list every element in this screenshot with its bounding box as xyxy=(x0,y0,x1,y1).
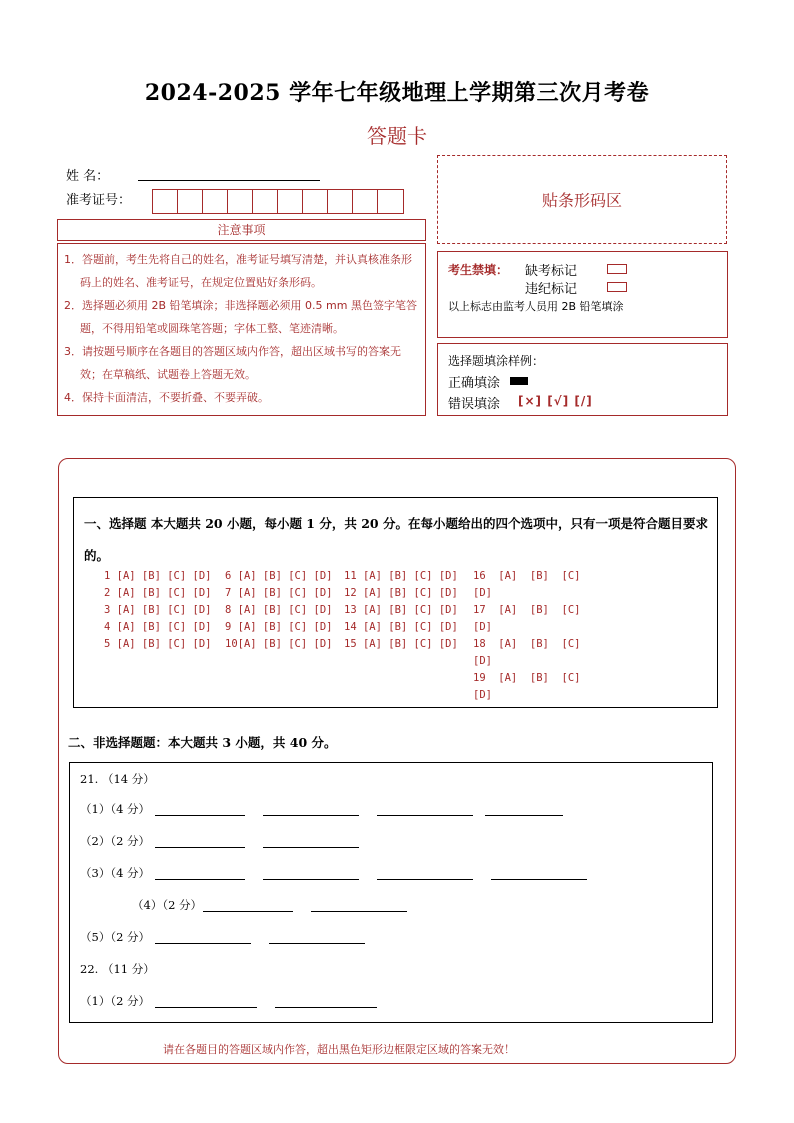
id-digit-box[interactable] xyxy=(228,190,253,213)
correct-fill-label: 正确填涂 xyxy=(448,376,501,391)
q21-4-label: （4）（2 分） xyxy=(132,898,203,912)
mc-question-row[interactable]: 16 [A] [B] [C] xyxy=(473,570,581,582)
answer-line[interactable] xyxy=(311,911,407,912)
mc-question-row[interactable]: [D] xyxy=(473,655,492,667)
mc-question-row[interactable]: 11 [A] [B] [C] [D] xyxy=(344,570,458,582)
mc-question-row[interactable]: 13 [A] [B] [C] [D] xyxy=(344,604,458,616)
examiner-only-title: 考生禁填： xyxy=(448,263,509,277)
id-digit-box[interactable] xyxy=(253,190,278,213)
id-digit-box[interactable] xyxy=(303,190,328,213)
answer-line[interactable] xyxy=(155,943,251,944)
correct-fill-mark xyxy=(510,377,528,385)
notice-item: 1．答题前，考生先将自己的姓名，准考证号填写清楚，并认真核准条形码上的姓名、准考证号，在规定位置贴好条形码。 xyxy=(64,253,412,289)
answer-line[interactable] xyxy=(275,1007,377,1008)
notice-item: 2．选择题必须用 2B 铅笔填涂；非选择题必须用 0.5 mm 黑色签字笔答题，不得用铅笔或圆珠笔答题；字体工整、笔迹清晰。 xyxy=(64,299,417,335)
mc-question-row[interactable]: 4 [A] [B] [C] [D] xyxy=(104,621,212,633)
notice-header: 注意事项 xyxy=(57,219,426,241)
wrong-fill-marks: [×] [√] [/] xyxy=(518,394,593,408)
id-digit-box[interactable] xyxy=(178,190,203,213)
answer-line[interactable] xyxy=(263,847,359,848)
mc-column xyxy=(225,568,332,653)
q22-label: 22. （11 分） xyxy=(80,962,155,976)
answer-line[interactable] xyxy=(377,815,473,816)
non-mc-section xyxy=(69,762,713,1023)
mc-column xyxy=(473,568,580,704)
fill-sample-box xyxy=(437,343,728,416)
mc-question-row[interactable]: 18 [A] [B] [C] xyxy=(473,638,581,650)
notice-box xyxy=(57,243,426,416)
id-digit-box[interactable] xyxy=(153,190,178,213)
mc-column xyxy=(104,568,211,653)
q21-5-label: （5）（2 分） xyxy=(80,930,151,944)
exam-id-label: 准考证号： xyxy=(66,193,132,208)
id-digit-box[interactable] xyxy=(203,190,228,213)
mc-question-row[interactable]: 5 [A] [B] [C] [D] xyxy=(104,638,212,650)
answer-line[interactable] xyxy=(377,879,473,880)
mc-question-row[interactable]: 3 [A] [B] [C] [D] xyxy=(104,604,212,616)
footer-warning: 请在各题目的答题区域内作答，超出黑色矩形边框限定区域的答案无效！ xyxy=(163,1043,515,1056)
examiner-only-box xyxy=(437,251,728,338)
mc-question-row[interactable]: 19 [A] [B] [C] xyxy=(473,672,581,684)
absent-mark-label: 缺考标记 xyxy=(525,264,578,279)
answer-line[interactable] xyxy=(155,1007,257,1008)
q21-1-label: （1）（4 分） xyxy=(80,802,151,816)
q21-2-label: （2）（2 分） xyxy=(80,834,151,848)
id-digit-box[interactable] xyxy=(328,190,353,213)
mc-question-row[interactable]: [D] xyxy=(473,587,492,599)
page-title: 2024-2025 学年七年级地理上学期第三次月考卷 xyxy=(144,80,650,106)
mc-question-row[interactable]: 7 [A] [B] [C] [D] xyxy=(225,587,333,599)
q21-label: 21. （14 分） xyxy=(80,772,155,786)
mc-question-row[interactable]: 12 [A] [B] [C] [D] xyxy=(344,587,458,599)
mc-question-row[interactable]: 6 [A] [B] [C] [D] xyxy=(225,570,333,582)
examiner-note: 以上标志由监考人员用 2B 铅笔填涂 xyxy=(448,300,624,313)
q21-3-label: （3）（4 分） xyxy=(80,866,151,880)
page-subtitle: 答题卡 xyxy=(367,124,427,148)
mc-question-row[interactable]: [D] xyxy=(473,621,492,633)
fill-sample-title: 选择题填涂样例： xyxy=(448,354,545,368)
mc-question-row[interactable]: [D] xyxy=(473,689,492,701)
answer-line[interactable] xyxy=(155,815,245,816)
mc-question-row[interactable]: 17 [A] [B] [C] xyxy=(473,604,581,616)
multiple-choice-section xyxy=(73,497,718,708)
wrong-fill-label: 错误填涂 xyxy=(448,397,501,412)
q22-1-label: （1）（2 分） xyxy=(80,994,151,1008)
mc-question-row[interactable]: 10[A] [B] [C] [D] xyxy=(225,638,333,650)
answer-line[interactable] xyxy=(263,879,359,880)
notice-item: 4．保持卡面清洁，不要折叠、不要弄破。 xyxy=(64,391,269,404)
mc-question-row[interactable]: 9 [A] [B] [C] [D] xyxy=(225,621,333,633)
barcode-area: 贴条形码区 xyxy=(437,155,727,244)
exam-id-boxes[interactable] xyxy=(152,189,404,214)
violation-mark-label: 违纪标记 xyxy=(525,282,578,297)
answer-line[interactable] xyxy=(155,879,245,880)
violation-mark-box[interactable] xyxy=(607,282,627,292)
mc-column xyxy=(344,568,458,653)
mc-question-row[interactable]: 1 [A] [B] [C] [D] xyxy=(104,570,212,582)
mc-question-row[interactable]: 14 [A] [B] [C] [D] xyxy=(344,621,458,633)
answer-line[interactable] xyxy=(155,847,245,848)
name-label: 姓 名： xyxy=(66,169,110,184)
answer-line[interactable] xyxy=(485,815,563,816)
answer-line[interactable] xyxy=(263,815,359,816)
id-digit-box[interactable] xyxy=(378,190,403,213)
id-digit-box[interactable] xyxy=(353,190,378,213)
absent-mark-box[interactable] xyxy=(607,264,627,274)
name-field[interactable] xyxy=(138,180,320,181)
notice-item: 3．请按题号顺序在各题目的答题区域内作答，超出区域书写的答案无效；在草稿纸、试题卷上答题无效。 xyxy=(64,345,401,381)
answer-line[interactable] xyxy=(269,943,365,944)
mc-question-row[interactable]: 15 [A] [B] [C] [D] xyxy=(344,638,458,650)
mc-question-row[interactable]: 8 [A] [B] [C] [D] xyxy=(225,604,333,616)
mc-section-header: 一、选择题 本大题共 20 小题，每小题 1 分，共 20 分。在每小题给出的四个选项中，只有一项是符合题目要求的。 xyxy=(84,516,708,563)
non-mc-section-title: 二、非选择题题：本大题共 3 小题，共 40 分。 xyxy=(68,735,337,750)
answer-line[interactable] xyxy=(203,911,293,912)
id-digit-box[interactable] xyxy=(278,190,303,213)
answer-line[interactable] xyxy=(491,879,587,880)
mc-question-row[interactable]: 2 [A] [B] [C] [D] xyxy=(104,587,212,599)
